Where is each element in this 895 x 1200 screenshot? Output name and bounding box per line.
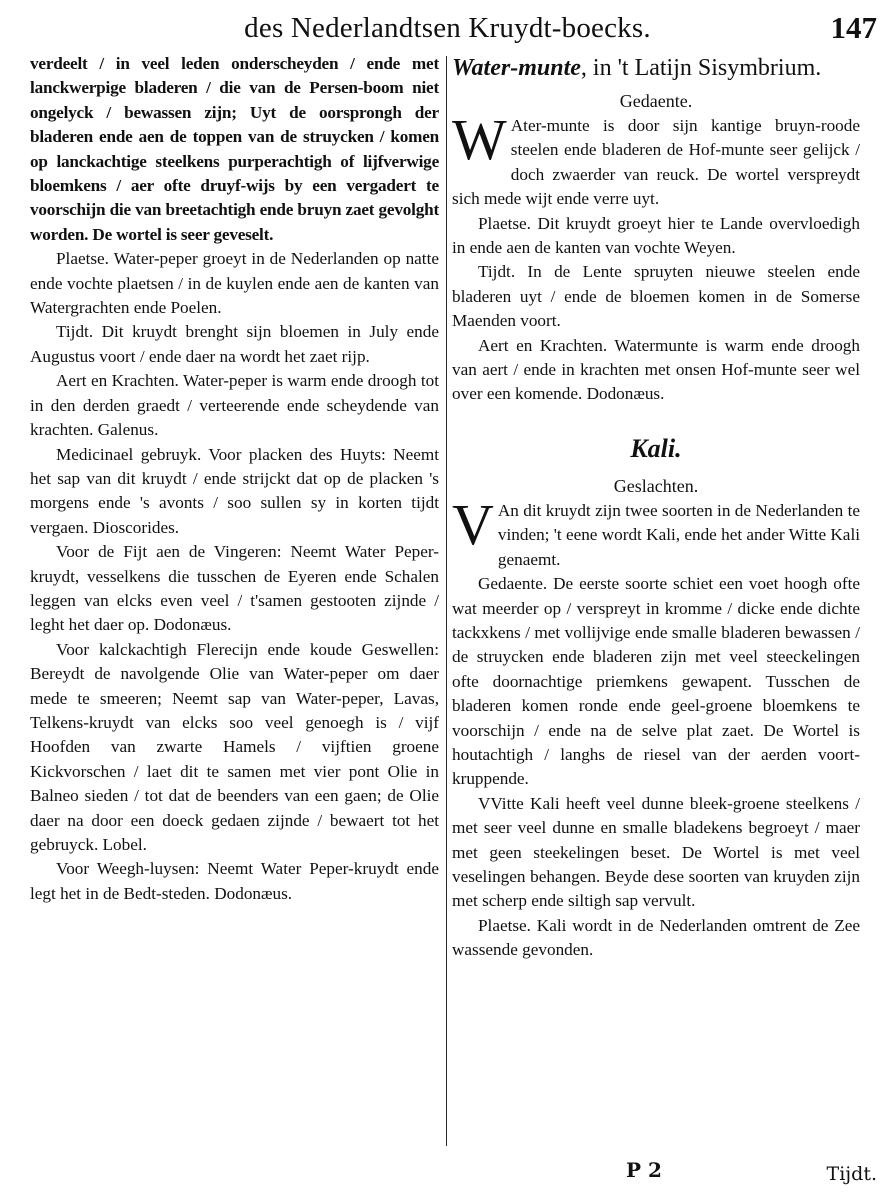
- gedaente-heading: Gedaente.: [619, 91, 693, 111]
- water-munte-title: [452, 52, 860, 84]
- left-column: [30, 52, 439, 906]
- kali-title: Kali.: [630, 433, 682, 463]
- aert-paragraph-right: Aert en Krachten. Watermunte is warm ende droogh van aert / ende in krachten met onsen Hof-munte seer wel over een komende. Dodonæus.: [452, 335, 860, 404]
- plaetse-paragraph: Plaetse. Water-peper groeyt in de Nederlanden op natte ende vochte plaetsen / in de kuylen ende aen de kanten van Watergrachten ende Poelen.: [30, 249, 439, 318]
- opening-paragraph: verdeelt / in veel leden onderscheyden / ende met lanckwerpige bladeren / die van de Persen-boom niet ongelyck / bewassen zijn; Uyt de oorsprongh der bladeren ende aen de toppen van de struycken / komen op lanckachtige steelkens purperachtigh of lijfverwige bloemkens / aer ofte druyf-wijs by een vergadert te voorschijn die van breetachtigh ende bruyn zaet gevolght worden. De wortel is seer geveselt.: [30, 54, 439, 244]
- aert-paragraph: Aert en Krachten. Water-peper is warm ende droogh tot in den derden graedt / verteerende ende scheydende van krachten. Galenus.: [30, 371, 439, 440]
- catchword: Tijdt.: [826, 1163, 877, 1185]
- gedaente-text: Ater-munte is door sijn kantige bruyn-roode steelen ende bladeren de Hof-munte seer gelijck / doch zwaerder van reuck. De wortel verspreydt sich mede wijt ende verre uyt.: [452, 116, 860, 209]
- right-column: [452, 52, 860, 963]
- geslachten-paragraph: [452, 491, 860, 572]
- plaetse-paragraph-right: Plaetse. Dit kruydt groeyt hier te Lande overvloedigh in ende aen de kanten van vochte Weyen.: [452, 213, 860, 258]
- running-title: des Nederlandtsen Kruydt-boecks.: [244, 12, 651, 44]
- drop-cap-w: W: [452, 107, 507, 172]
- gedaente-kali-paragraph: Gedaente. De eerste soorte schiet een voet hoogh ofte wat meerder op / verspreyt in kromme / dicke ende dichte tackxkens / met vollijvige ende smalle bladeren bewassen / de struycken ende bladeren zijn met veel steeckelingen ofte doornachtige priemkens gewapent. Tusschen de bladeren komen ronde ende geel-groene bloemkens te voorschijn / ende na de selve plat zaet. De Wortel is houtachtigh / langhs de riesel van der aerden voort-kruppende.: [452, 574, 860, 789]
- weegh-luysen-paragraph: Voor Weegh-luysen: Neemt Water Peper-kruydt ende legt het in de Bedt-steden. Dodonæus.: [30, 859, 439, 903]
- page-number: 147: [830, 10, 877, 45]
- column-divider: [446, 56, 447, 1146]
- water-munte-title-tail: , in 't Latijn Sisymbrium.: [580, 55, 822, 81]
- water-munte-title-main: Water-munte: [452, 55, 581, 81]
- geslachten-text: An dit kruydt zijn twee soorten in de Nederlanden te vinden; 't eene wordt Kali, ende het ander Witte Kali genaemt.: [497, 500, 860, 569]
- medicinael-paragraph: Medicinael gebruyk. Voor placken des Huyts: Neemt het sap van dit kruydt / ende strijckt dat op de placken 's morgens ende 's avonts / soo sullen sy in korten tijdt vergaen. Dioscorides.: [30, 444, 439, 537]
- kalckachtigh-paragraph: Voor kalckachtigh Flerecijn ende koude Geswellen: Bereydt de navolgende Olie van Water-peper om daer mede te smeeren; Neemt sap van Water-peper, Lavas, Telkens-kruydt van elcks soo veel genoegh is / vijf Hoofden van zwarte Hamels / vijftien groene Kickvorschen / laet dit te samen met vier pont Olie in Balneo sieden / tot dat de beenders van een gaen; de Olie daer na door een doeck gedaen zijnde / bewaert tot het gebruyck. Lobel.: [30, 639, 439, 854]
- fijt-paragraph: Voor de Fijt aen de Vingeren: Neemt Water Peper-kruydt, vesselkens die tusschen de Eyeren ende Schalen leggen van elcks even veel / t'samen gestooten zijnde / leght het daer op. Dodonæus.: [30, 542, 439, 635]
- gedaente-paragraph: [452, 107, 860, 212]
- plaetse-kali-paragraph: Plaetse. Kali wordt in de Nederlanden omtrent de Zee wassende gevonden.: [452, 915, 860, 960]
- tijdt-paragraph: Tijdt. Dit kruydt brenght sijn bloemen in July ende Augustus voort / ende daer na wordt het zaet rijp.: [30, 322, 439, 366]
- tijdt-paragraph-right: Tijdt. In de Lente spruyten nieuwe steelen ende bladeren uyt / ende de bloemen komen in de Somerse Maenden voort.: [452, 262, 860, 331]
- signature-mark: P 2: [626, 1158, 662, 1182]
- geslachten-heading: Geslachten.: [613, 475, 699, 496]
- witte-kali-paragraph: VVitte Kali heeft veel dunne bleek-groene steelkens / met seer veel dunne en smalle bladekens begroeyt / maer met geen steekelingen beset. De Wortel is met veel veselingen behangen. Beyde dese soorten van kruyden zijn met scherp ende siltigh sap vervult.: [452, 793, 860, 911]
- drop-cap-v: V: [452, 491, 494, 557]
